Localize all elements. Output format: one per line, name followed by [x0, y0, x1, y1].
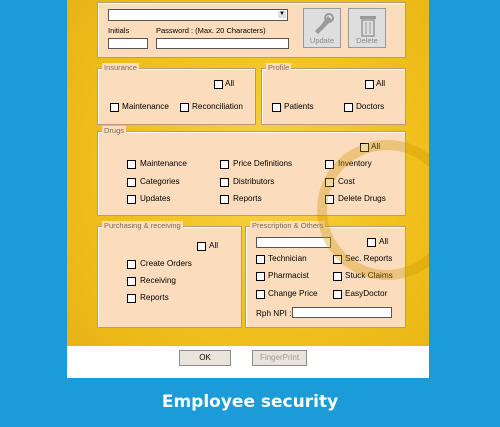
drugs-all-label: All	[371, 142, 381, 151]
sec-reports-label: Sec. Reports	[345, 254, 393, 263]
rph-npi-label: Rph NPI :	[256, 309, 292, 318]
drugs-title: Drugs	[104, 126, 125, 135]
prescription-all-label: All	[379, 237, 389, 246]
change-price-label: Change Price	[268, 289, 318, 298]
profile-title: Profile	[268, 63, 290, 72]
wrench-icon	[304, 11, 342, 39]
purchasing-title: Purchasing & receiving	[104, 221, 181, 230]
drugs-group	[97, 126, 406, 216]
profile-patients-label: Patients	[284, 102, 314, 111]
easydoctor-label: EasyDoctor	[345, 289, 388, 298]
drugs-cost-label: Cost	[338, 177, 355, 186]
pharmacist-checkbox[interactable]	[256, 272, 265, 281]
easydoctor-checkbox[interactable]	[333, 290, 342, 299]
receiving-label: Receiving	[140, 276, 176, 285]
drugs-updates-checkbox[interactable]	[127, 195, 136, 204]
purchasing-all-label: All	[209, 241, 219, 250]
purchasing-all-checkbox[interactable]	[197, 242, 206, 251]
drugs-cost-checkbox[interactable]	[325, 178, 334, 187]
receiving-checkbox[interactable]	[127, 277, 136, 286]
drugs-delete-drugs-checkbox[interactable]	[325, 195, 334, 204]
insurance-title: Insurance	[104, 63, 137, 72]
drugs-maintenance-label: Maintenance	[140, 159, 187, 168]
profile-patients-checkbox[interactable]	[272, 103, 281, 112]
purchasing-reports-checkbox[interactable]	[127, 294, 136, 303]
stuck-claims-checkbox[interactable]	[333, 272, 342, 281]
password-input[interactable]	[156, 38, 289, 49]
drugs-reports-checkbox[interactable]	[220, 195, 229, 204]
technician-checkbox[interactable]	[256, 255, 265, 264]
update-label: Update	[309, 36, 335, 45]
technician-label: Technician	[268, 254, 307, 263]
drugs-reports-label: Reports	[233, 194, 262, 203]
pharmacist-label: Pharmacist	[268, 271, 309, 280]
insurance-all-label: All	[225, 79, 235, 88]
prescription-input[interactable]	[256, 237, 331, 248]
stuck-claims-label: Stuck Claims	[345, 271, 393, 280]
profile-doctors-label: Doctors	[356, 102, 385, 111]
delete-button[interactable]	[348, 8, 386, 48]
drugs-delete-drugs-label: Delete Drugs	[338, 194, 386, 203]
purchasing-reports-label: Reports	[140, 293, 169, 302]
page-caption: Employee security	[161, 392, 339, 412]
profile-group	[261, 63, 406, 125]
initials-label: Initials	[108, 26, 130, 35]
drugs-categories-checkbox[interactable]	[127, 178, 136, 187]
drugs-updates-label: Updates	[140, 194, 171, 203]
insurance-reconciliation-checkbox[interactable]	[180, 103, 189, 112]
prescription-all-checkbox[interactable]	[367, 238, 376, 247]
profile-all-label: All	[376, 79, 386, 88]
ok-button[interactable]: OK	[179, 350, 231, 366]
insurance-all-checkbox[interactable]	[214, 80, 223, 89]
drugs-distributors-checkbox[interactable]	[220, 178, 229, 187]
prescription-group	[245, 221, 406, 328]
insurance-group	[97, 63, 256, 125]
chevron-down-icon[interactable]: ▼	[279, 11, 285, 17]
rph-npi-input[interactable]	[292, 307, 392, 318]
profile-doctors-checkbox[interactable]	[344, 103, 353, 112]
drugs-all-checkbox[interactable]	[360, 143, 369, 152]
sec-reports-checkbox[interactable]	[333, 255, 342, 264]
password-label: Password : (Max. 20 Characters)	[156, 26, 266, 35]
drugs-inventory-checkbox[interactable]	[325, 160, 334, 169]
drugs-inventory-label: Inventory	[338, 159, 372, 168]
drugs-maintenance-checkbox[interactable]	[127, 160, 136, 169]
create-orders-label: Create Orders	[140, 259, 192, 268]
prescription-title: Prescription & Others	[252, 221, 324, 230]
insurance-maintenance-checkbox[interactable]	[110, 103, 119, 112]
fingerprint-button[interactable]: FingerPrint	[252, 350, 307, 366]
change-price-checkbox[interactable]	[256, 290, 265, 299]
drugs-distributors-label: Distributors	[233, 177, 275, 186]
update-button[interactable]	[303, 8, 341, 48]
employee-security-window	[67, 0, 429, 378]
trash-icon	[349, 11, 387, 39]
login-panel	[97, 2, 406, 58]
employee-select[interactable]	[108, 9, 288, 21]
drugs-categories-label: Categories	[140, 177, 180, 186]
create-orders-checkbox[interactable]	[127, 260, 136, 269]
insurance-reconciliation-label: Reconciliation	[192, 102, 243, 111]
profile-all-checkbox[interactable]	[365, 80, 374, 89]
purchasing-group	[97, 221, 242, 328]
delete-label: Delete	[356, 36, 378, 45]
initials-input[interactable]	[108, 38, 148, 49]
dialog-footer	[67, 346, 429, 378]
drugs-price-definitions-label: Price Definitions	[233, 159, 293, 168]
drugs-price-definitions-checkbox[interactable]	[220, 160, 229, 169]
insurance-maintenance-label: Maintenance	[122, 102, 169, 111]
